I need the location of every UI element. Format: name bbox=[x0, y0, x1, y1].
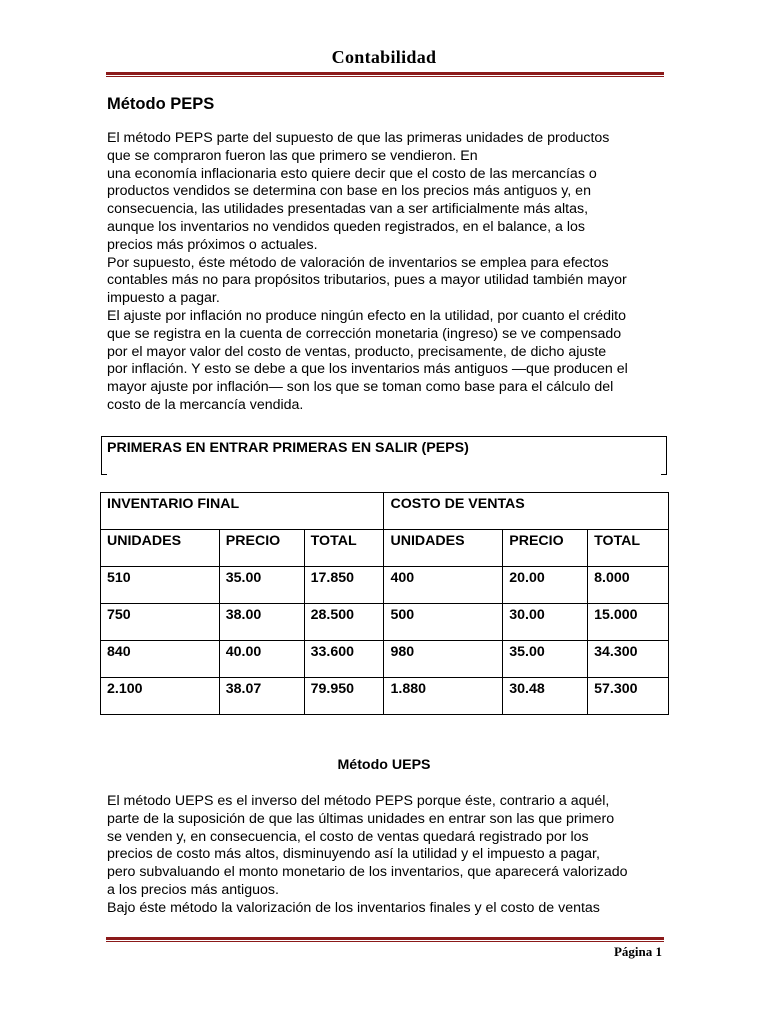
table-cell: 38.07 bbox=[219, 678, 304, 715]
table-group-header-row bbox=[101, 493, 669, 530]
table-cell: 57.300 bbox=[588, 678, 669, 715]
text-line: que se compraron fueron las que primero se vendieron. En bbox=[107, 147, 478, 164]
table-cell: 28.500 bbox=[304, 604, 384, 641]
group-header-inventario-final: INVENTARIO FINAL bbox=[101, 493, 384, 530]
text-line: por el mayor valor del costo de ventas, producto, precisamente, de dicho ajuste bbox=[107, 343, 607, 360]
text-line: El ajuste por inflación no produce ningún efecto en la utilidad, por cuanto el crédito bbox=[107, 307, 626, 324]
text-line: aunque los inventarios no vendidos queden registrados, en el balance, a los bbox=[107, 218, 585, 235]
page-number: Página 1 bbox=[613, 944, 662, 959]
text-line: que se registra en la cuenta de corrección monetaria (ingreso) se ve compensado bbox=[107, 325, 622, 342]
table-cell: 400 bbox=[384, 567, 503, 604]
table-cell: 35.00 bbox=[219, 567, 304, 604]
group-header-costo-de-ventas: COSTO DE VENTAS bbox=[384, 493, 669, 530]
column-header: UNIDADES bbox=[384, 530, 503, 567]
text-line: productos vendidos se determina con base en los precios más antiguos y, en bbox=[107, 183, 591, 200]
text-line: mayor ajuste por inflación— son los que se toman como base para el cálculo del bbox=[107, 379, 614, 396]
table-cell: 38.00 bbox=[219, 604, 304, 641]
table-cell: 33.600 bbox=[304, 641, 384, 678]
table-cell: 17.850 bbox=[304, 567, 384, 604]
column-header: TOTAL bbox=[588, 530, 669, 567]
paragraph-peps bbox=[107, 130, 663, 415]
table-cell: 8.000 bbox=[588, 567, 669, 604]
text-line: El método UEPS es el inverso del método PEPS porque éste, contrario a aquél, bbox=[107, 793, 610, 809]
text-line: Por supuesto, éste método de valoración de inventarios se emplea para efectos bbox=[107, 254, 609, 271]
column-header: PRECIO bbox=[219, 530, 304, 567]
table-row bbox=[101, 567, 669, 604]
table-row bbox=[101, 604, 669, 641]
table-cell: 30.00 bbox=[503, 604, 588, 641]
text-line: El método PEPS parte del supuesto de que las primeras unidades de productos bbox=[107, 130, 610, 146]
text-line: precios más próximos o actuales. bbox=[107, 236, 318, 253]
text-line: por inflación. Y esto se debe a que los inventarios más antiguos —que producen el bbox=[107, 361, 628, 378]
table-cell: 510 bbox=[101, 567, 220, 604]
header-rule bbox=[106, 72, 664, 77]
text-line: pero subvaluando el monto monetario de los inventarios, que aparecerá valorizado bbox=[107, 864, 628, 881]
table-cell: 840 bbox=[101, 641, 220, 678]
table-cell: 500 bbox=[384, 604, 503, 641]
table-cell: 2.100 bbox=[101, 678, 220, 715]
table-cell: 34.300 bbox=[588, 641, 669, 678]
table-cell: 20.00 bbox=[503, 567, 588, 604]
paragraph-ueps bbox=[107, 793, 663, 918]
table-header-row bbox=[101, 530, 669, 567]
peps-box-title: PRIMERAS EN ENTRAR PRIMERAS EN SALIR (PEPS) bbox=[107, 440, 469, 456]
text-line: se venden y, en consecuencia, el costo de ventas quedará registrado por los bbox=[107, 828, 589, 845]
table-row bbox=[101, 641, 669, 678]
table-cell: 40.00 bbox=[219, 641, 304, 678]
section-peps bbox=[107, 95, 663, 415]
table-cell: 15.000 bbox=[588, 604, 669, 641]
table-cell: 750 bbox=[101, 604, 220, 641]
column-header: PRECIO bbox=[503, 530, 588, 567]
column-header: TOTAL bbox=[304, 530, 384, 567]
section-ueps bbox=[107, 793, 663, 918]
text-line: contables más no para propósitos tributarios, pues a mayor utilidad también mayor bbox=[107, 272, 627, 289]
column-header: UNIDADES bbox=[101, 530, 220, 567]
table-cell: 79.950 bbox=[304, 678, 384, 715]
table-cell: 35.00 bbox=[503, 641, 588, 678]
table-cell: 1.880 bbox=[384, 678, 503, 715]
peps-title-box bbox=[101, 436, 667, 475]
inventory-table bbox=[100, 492, 669, 715]
text-line: parte de la suposición de que las últimas unidades en entrar son las que primero bbox=[107, 810, 615, 827]
section-title-ueps: Método UEPS bbox=[337, 757, 431, 773]
text-line: a los precios más antiguos. bbox=[107, 881, 279, 898]
footer-rule bbox=[106, 937, 664, 942]
header-title: Contabilidad bbox=[331, 47, 437, 67]
text-line: impuesto a pagar. bbox=[107, 290, 220, 307]
text-line: Bajo éste método la valorización de los inventarios finales y el costo de ventas bbox=[107, 899, 600, 916]
text-line: una economía inflacionaria esto quiere decir que el costo de las mercancías o bbox=[107, 165, 597, 182]
section-title-peps: Método PEPS bbox=[107, 95, 215, 113]
text-line: precios de costo más altos, disminuyendo así la utilidad y el impuesto a pagar, bbox=[107, 846, 600, 863]
text-line: consecuencia, las utilidades presentadas van a ser artificialmente más altas, bbox=[107, 201, 589, 218]
table-cell: 30.48 bbox=[503, 678, 588, 715]
table-row bbox=[101, 678, 669, 715]
table-cell: 980 bbox=[384, 641, 503, 678]
text-line: costo de la mercancía vendida. bbox=[107, 396, 304, 413]
